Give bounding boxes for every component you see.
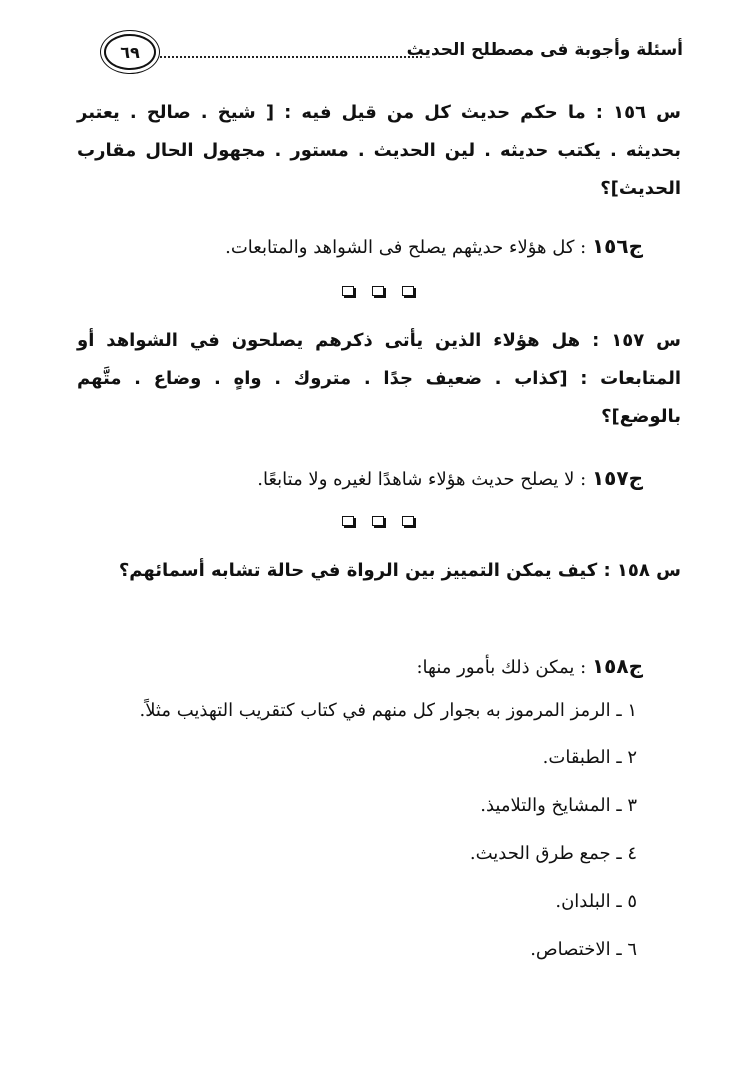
- separator-square-icon: [342, 286, 354, 296]
- separator-square-icon: [372, 286, 384, 296]
- separator-square-icon: [402, 286, 414, 296]
- list-item: ٢ ـ الطبقات.: [542, 747, 637, 768]
- list-item: ٥ ـ البلدان.: [555, 891, 637, 912]
- answer-158: [73, 648, 643, 686]
- header-rule: [160, 56, 422, 58]
- answer-158-text: : يمكن ذلك بأمور منها:: [416, 657, 587, 678]
- question-156: س ١٥٦ : ما حكم حديث كل من قيل فيه : [ شيخ . صالح . يعتبر بحديثه . يكتب حديثه . لين الحديث . مستور . مجهول الحال مقارب الحديث]؟: [77, 102, 681, 199]
- separator-square-icon: [342, 516, 354, 526]
- list-item: ٣ ـ المشايخ والتلاميذ.: [480, 795, 637, 816]
- separator-square-icon: [402, 516, 414, 526]
- question-158: س ١٥٨ : كيف يمكن التمييز بين الرواة في حالة تشابه أسمائهم؟: [118, 560, 681, 581]
- page-number-badge: [104, 34, 156, 70]
- running-head: أسئلة وأجوبة فى مصطلح الحديث: [406, 40, 683, 60]
- answer-158-list: [73, 692, 637, 974]
- answer-156-label: ج١٥٦: [591, 234, 643, 258]
- answer-156-text: : كل هؤلاء حديثهم يصلح فى الشواهد والمتابعات.: [225, 237, 587, 258]
- section-separator: [0, 514, 755, 530]
- answer-157-label: ج١٥٧: [591, 466, 643, 490]
- list-item: ٤ ـ جمع طرق الحديث.: [469, 843, 637, 864]
- answer-158-label: ج١٥٨: [591, 654, 643, 678]
- list-item: ٦ ـ الاختصاص.: [530, 939, 637, 960]
- section-separator: [0, 284, 755, 300]
- list-item: ١ ـ الرمز المرموز به بجوار كل منهم في كتاب كتقريب التهذيب مثلاً.: [139, 700, 637, 721]
- answer-157-text: : لا يصلح حديث هؤلاء شاهدًا لغيره ولا متابعًا.: [257, 469, 587, 490]
- page-number: ٦٩: [120, 42, 140, 62]
- separator-square-icon: [372, 516, 384, 526]
- question-157: س ١٥٧ : هل هؤلاء الذين يأتى ذكرهم يصلحون في الشواهد أو المتابعات : [كذاب . ضعيف جدًا . متروك . واهٍ . وضاع . متَّهم بالوضع]؟: [77, 330, 682, 427]
- answer-157: [73, 460, 643, 498]
- answer-156: [73, 228, 643, 266]
